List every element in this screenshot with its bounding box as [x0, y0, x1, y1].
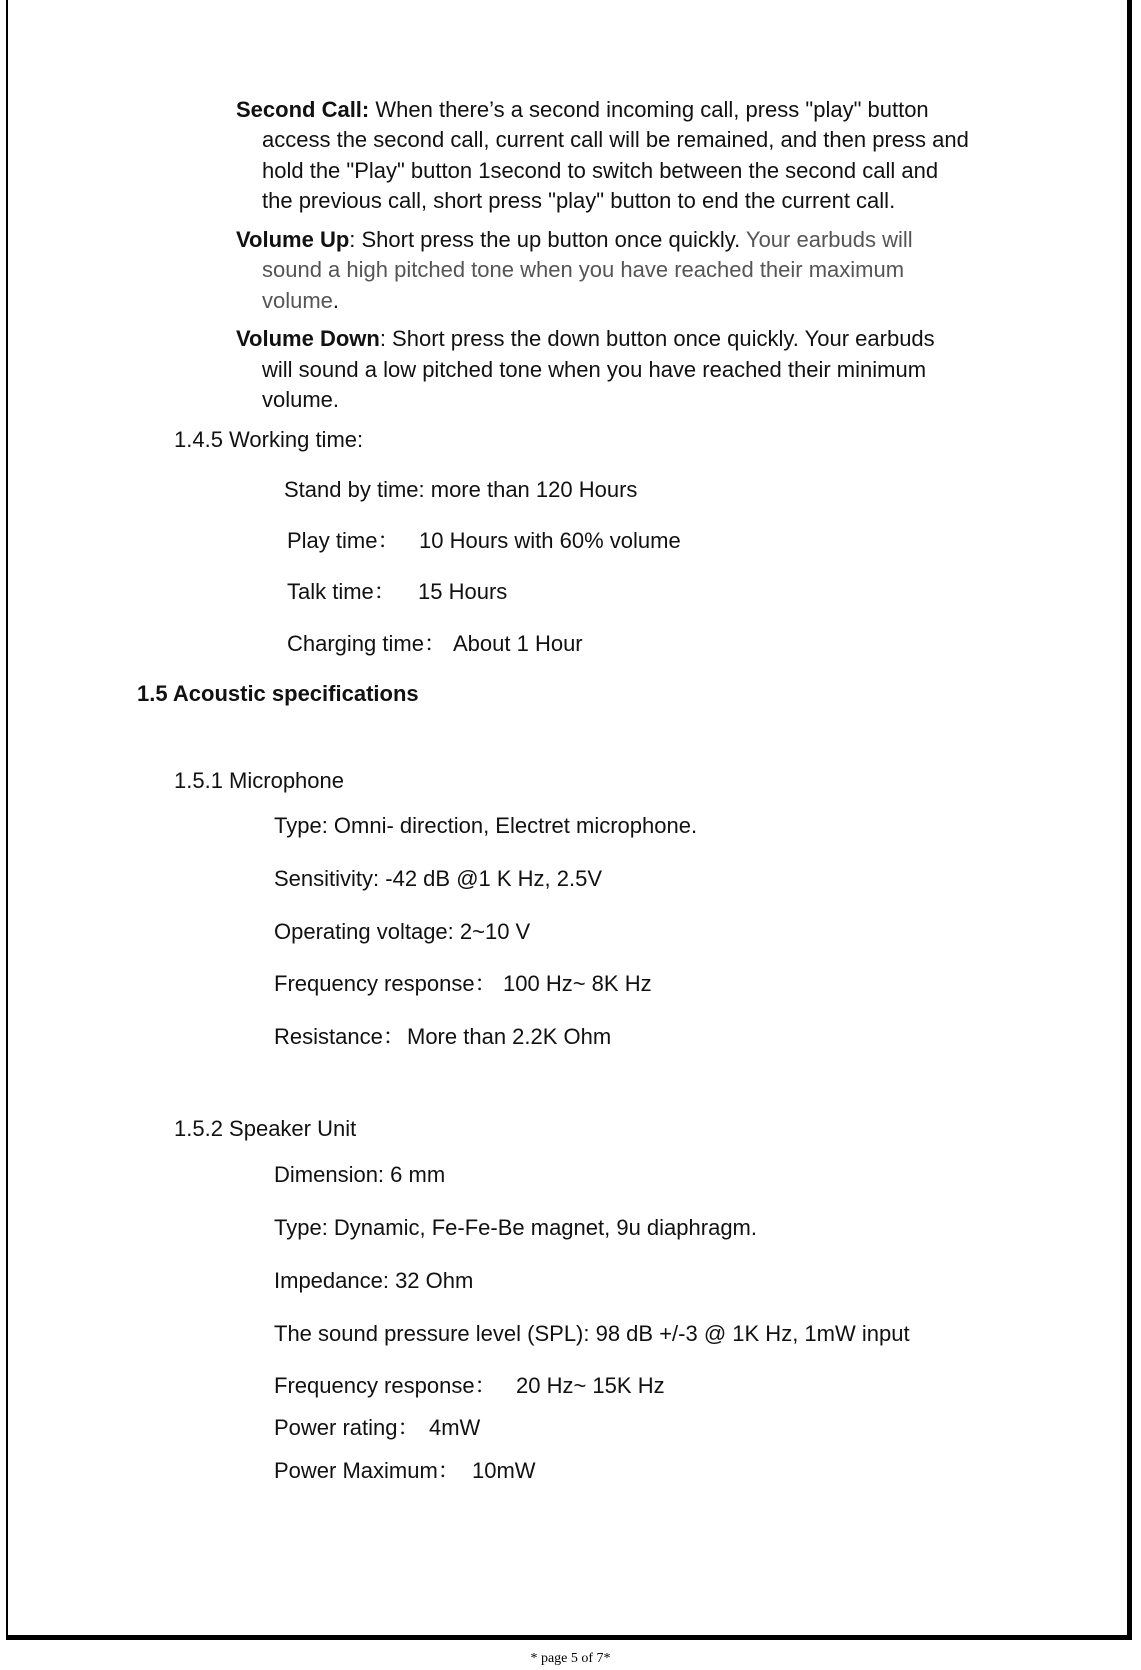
- standby-time: Stand by time: more than 120 Hours: [284, 477, 638, 502]
- speaker-frequency-value: 20 Hz~ 15K Hz: [516, 1373, 665, 1398]
- microphone-heading: 1.5.1 Microphone: [174, 768, 344, 793]
- second-call-text-1: When there’s a second incoming call, press "play" button: [375, 97, 929, 122]
- microphone-resistance-value: More than 2.2K Ohm: [407, 1024, 612, 1049]
- speaker-frequency-label: Frequency response：: [274, 1373, 497, 1398]
- charging-time-label: Charging time：: [287, 631, 446, 656]
- talk-time-label: Talk time：: [287, 579, 396, 604]
- volume-down-line1: [236, 324, 935, 354]
- volume-up-text-3a: volume: [262, 288, 333, 313]
- working-time-heading: 1.4.5 Working time:: [174, 427, 364, 452]
- second-call-text-3: hold the "Play" button 1second to switch between the second call and: [262, 158, 939, 183]
- volume-up-text-2: sound a high pitched tone when you have reached their maximum: [262, 257, 905, 282]
- acoustic-heading: 1.5 Acoustic specifications: [137, 681, 419, 706]
- volume-down-text-1: : Short press the down button once quickly. Your earbuds: [379, 326, 935, 351]
- microphone-voltage: Operating voltage: 2~10 V: [274, 919, 531, 944]
- volume-down-label: Volume Down: [236, 326, 380, 351]
- speaker-type: Type: Dynamic, Fe-Fe-Be magnet, 9u diaphragm.: [274, 1215, 757, 1240]
- speaker-dimension: Dimension: 6 mm: [274, 1162, 446, 1187]
- second-call-text-2: access the second call, current call will be remained, and then press and: [262, 127, 969, 152]
- volume-down-text-3: volume.: [262, 387, 340, 412]
- volume-up-label: Volume Up: [236, 227, 350, 252]
- second-call-text-4: the previous call, short press "play" button to end the current call.: [262, 188, 896, 213]
- page-number-footer: * page 5 of 7*: [530, 1651, 611, 1666]
- speaker-spl: The sound pressure level (SPL): 98 dB +/-3 @ 1K Hz, 1mW input: [274, 1321, 910, 1346]
- speaker-impedance: Impedance: 32 Ohm: [274, 1268, 474, 1293]
- volume-up-text-1a: : Short press the up button once quickly.: [349, 227, 741, 252]
- volume-up-text-1b: Your earbuds will: [745, 227, 913, 252]
- speaker-power-max-value: 10mW: [472, 1458, 536, 1483]
- microphone-type: Type: Omni- direction, Electret microphone.: [274, 813, 698, 838]
- speaker-power-max-label: Power Maximum：: [274, 1458, 460, 1483]
- speaker-power-rating-label: Power rating：: [274, 1415, 420, 1440]
- play-time-value: 10 Hours with 60% volume: [419, 528, 681, 553]
- volume-up-line1: [236, 225, 913, 255]
- volume-up-text-3b: .: [332, 288, 340, 313]
- second-call-label: Second Call:: [236, 97, 370, 122]
- microphone-resistance-label: Resistance：: [274, 1024, 405, 1049]
- microphone-frequency-value: 100 Hz~ 8K Hz: [503, 971, 652, 996]
- play-time-label: Play time：: [287, 528, 400, 553]
- speaker-power-rating-value: 4mW: [429, 1415, 481, 1440]
- volume-down-text-2: will sound a low pitched tone when you have reached their minimum: [262, 357, 927, 382]
- talk-time-value: 15 Hours: [418, 579, 508, 604]
- charging-time-value: About 1 Hour: [453, 631, 583, 656]
- volume-up-line3: [262, 286, 339, 316]
- second-call-line1: [236, 95, 929, 125]
- microphone-sensitivity: Sensitivity: -42 dB @1 K Hz, 2.5V: [274, 866, 603, 891]
- microphone-frequency-label: Frequency response：: [274, 971, 497, 996]
- speaker-heading: 1.5.2 Speaker Unit: [174, 1116, 357, 1141]
